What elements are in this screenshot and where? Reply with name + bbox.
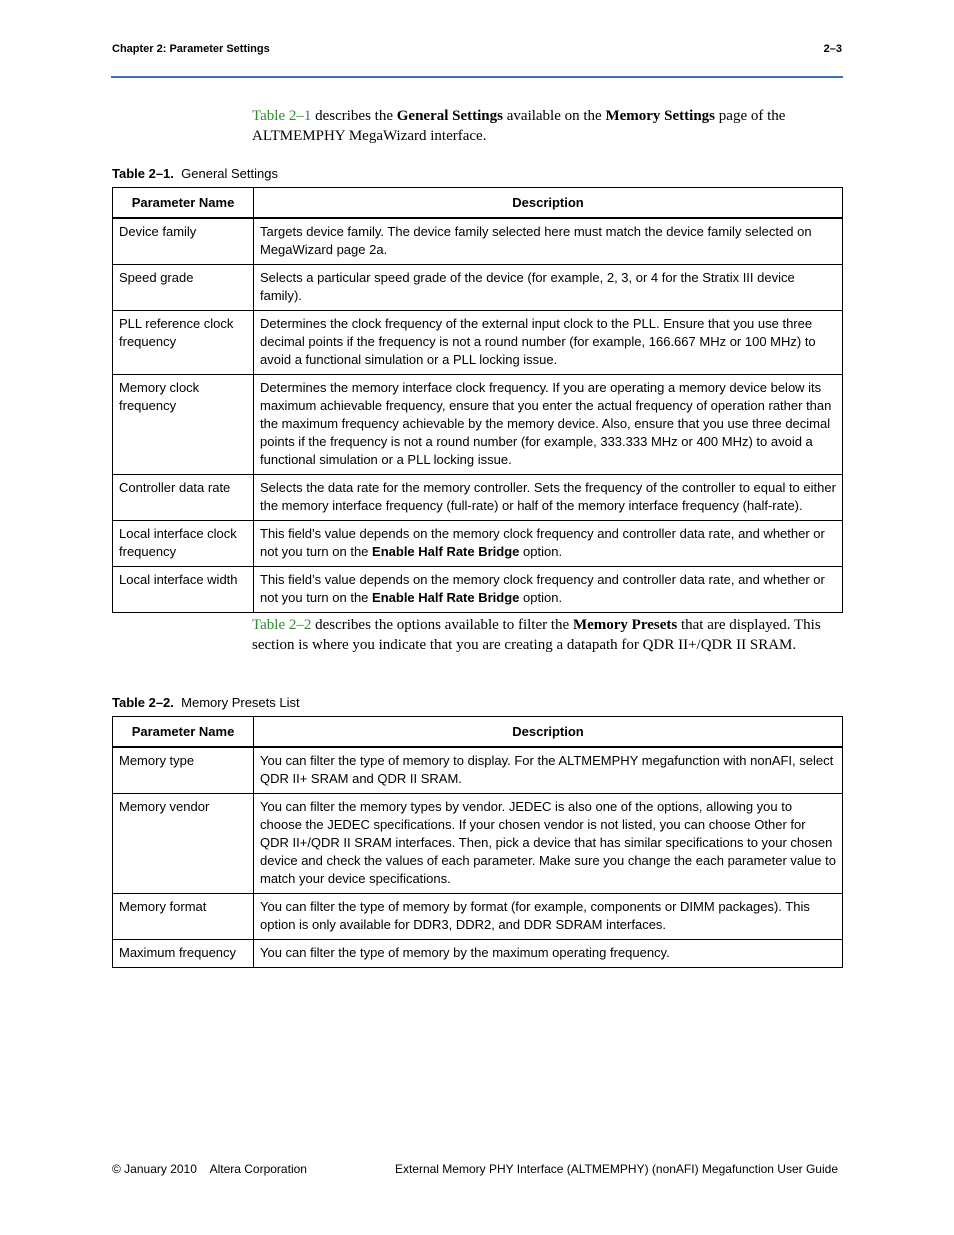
header-rule xyxy=(111,76,843,78)
intro-paragraph-1: Table 2–1 describes the General Settings available on the Memory Settings page of the ALTMEMPHY MegaWizard interface. xyxy=(252,108,786,144)
table-row xyxy=(113,265,843,311)
table-row xyxy=(113,375,843,475)
table-header-row xyxy=(113,717,843,748)
parameter-description: Targets device family. The device family selected here must match the device family selected on MegaWizard page 2a. xyxy=(254,218,843,265)
memory-presets-table xyxy=(112,716,843,968)
parameter-name: Memory clock frequency xyxy=(113,375,254,475)
parameter-name: Memory type xyxy=(113,747,254,794)
table-header-row xyxy=(113,188,843,219)
table-2-2-caption: Table 2–2. Memory Presets List xyxy=(112,695,300,710)
table-row xyxy=(113,940,843,968)
general-settings-table xyxy=(112,187,843,613)
column-header: Description xyxy=(254,188,843,219)
parameter-name: Memory vendor xyxy=(113,794,254,894)
column-header: Parameter Name xyxy=(113,717,254,748)
table-2-1-caption: Table 2–1. General Settings xyxy=(112,166,278,181)
table-row xyxy=(113,567,843,613)
option-name: Enable Half Rate Bridge xyxy=(372,590,520,605)
table-row xyxy=(113,311,843,375)
intro-paragraph-2: Table 2–2 describes the options available to filter the Memory Presets that are displayed. This section is where you indicate that you are creating a datapath for QDR II+/QDR II SRAM. xyxy=(252,617,821,653)
table-row xyxy=(113,218,843,265)
page-number: 2–3 xyxy=(823,43,842,55)
column-header: Parameter Name xyxy=(113,188,254,219)
table-row xyxy=(113,521,843,567)
parameter-description: This field’s value depends on the memory clock frequency and controller data rate, and whether or not you turn on the Enable Half Rate Bridge option. xyxy=(254,521,843,567)
column-header: Description xyxy=(254,717,843,748)
parameter-name: Controller data rate xyxy=(113,475,254,521)
parameter-name: Memory format xyxy=(113,894,254,940)
table-2-1-link[interactable]: Table 2–1 xyxy=(252,108,312,124)
parameter-name: Speed grade xyxy=(113,265,254,311)
parameter-name: Local interface width xyxy=(113,567,254,613)
running-header-chapter: Chapter 2: Parameter Settings xyxy=(112,43,270,55)
parameter-description: Determines the memory interface clock frequency. If you are operating a memory device below its maximum achievable frequency, ensure that you enter the actual frequency of operation rather than the maximum frequency achievable by the memory device. Also, ensure that you use three decimal points if the frequency is not a round number (for example, 333.333 MHz or 400 MHz) to avoid a functional simulation or a PLL locking issue. xyxy=(254,375,843,475)
parameter-name: PLL reference clock frequency xyxy=(113,311,254,375)
parameter-description: You can filter the type of memory by format (for example, components or DIMM packages). This option is only available for DDR3, DDR2, and DDR SDRAM interfaces. xyxy=(254,894,843,940)
parameter-name: Device family xyxy=(113,218,254,265)
parameter-description: Selects the data rate for the memory controller. Sets the frequency of the controller to equal to either the memory interface frequency (full-rate) or half of the memory interface frequency (half-rate). xyxy=(254,475,843,521)
footer-document-title: External Memory PHY Interface (ALTMEMPHY) (nonAFI) Megafunction User Guide xyxy=(394,1162,838,1176)
table-row xyxy=(113,894,843,940)
parameter-description: Determines the clock frequency of the external input clock to the PLL. Ensure that you use three decimal points if the frequency is not a round number (for example, 166.667 MHz or 100 MHz) to avoid a functional simulation or a PLL locking issue. xyxy=(254,311,843,375)
parameter-name: Maximum frequency xyxy=(113,940,254,968)
parameter-description: This field’s value depends on the memory clock frequency and controller data rate, and whether or not you turn on the Enable Half Rate Bridge option. xyxy=(254,567,843,613)
table-row xyxy=(113,794,843,894)
table-row xyxy=(113,747,843,794)
parameter-description: Selects a particular speed grade of the device (for example, 2, 3, or 4 for the Stratix III device family). xyxy=(254,265,843,311)
option-name: Enable Half Rate Bridge xyxy=(372,544,520,559)
parameter-description: You can filter the memory types by vendor. JEDEC is also one of the options, allowing you to choose the JEDEC specifications. If your chosen vendor is not listed, you can choose Other for QDR II+/QDR II SRAM interfaces. Then, pick a device that has similar specifications to your chosen device and check the values of each parameter. Make sure you change the each parameter value to match your device specifications. xyxy=(254,794,843,894)
table-row xyxy=(113,475,843,521)
footer-copyright: © January 2010 Altera Corporation xyxy=(112,1162,307,1176)
parameter-description: You can filter the type of memory to display. For the ALTMEMPHY megafunction with nonAFI, select QDR II+ SRAM and QDR II SRAM. xyxy=(254,747,843,794)
table-2-2-link[interactable]: Table 2–2 xyxy=(252,617,312,633)
parameter-name: Local interface clock frequency xyxy=(113,521,254,567)
parameter-description: You can filter the type of memory by the maximum operating frequency. xyxy=(254,940,843,968)
